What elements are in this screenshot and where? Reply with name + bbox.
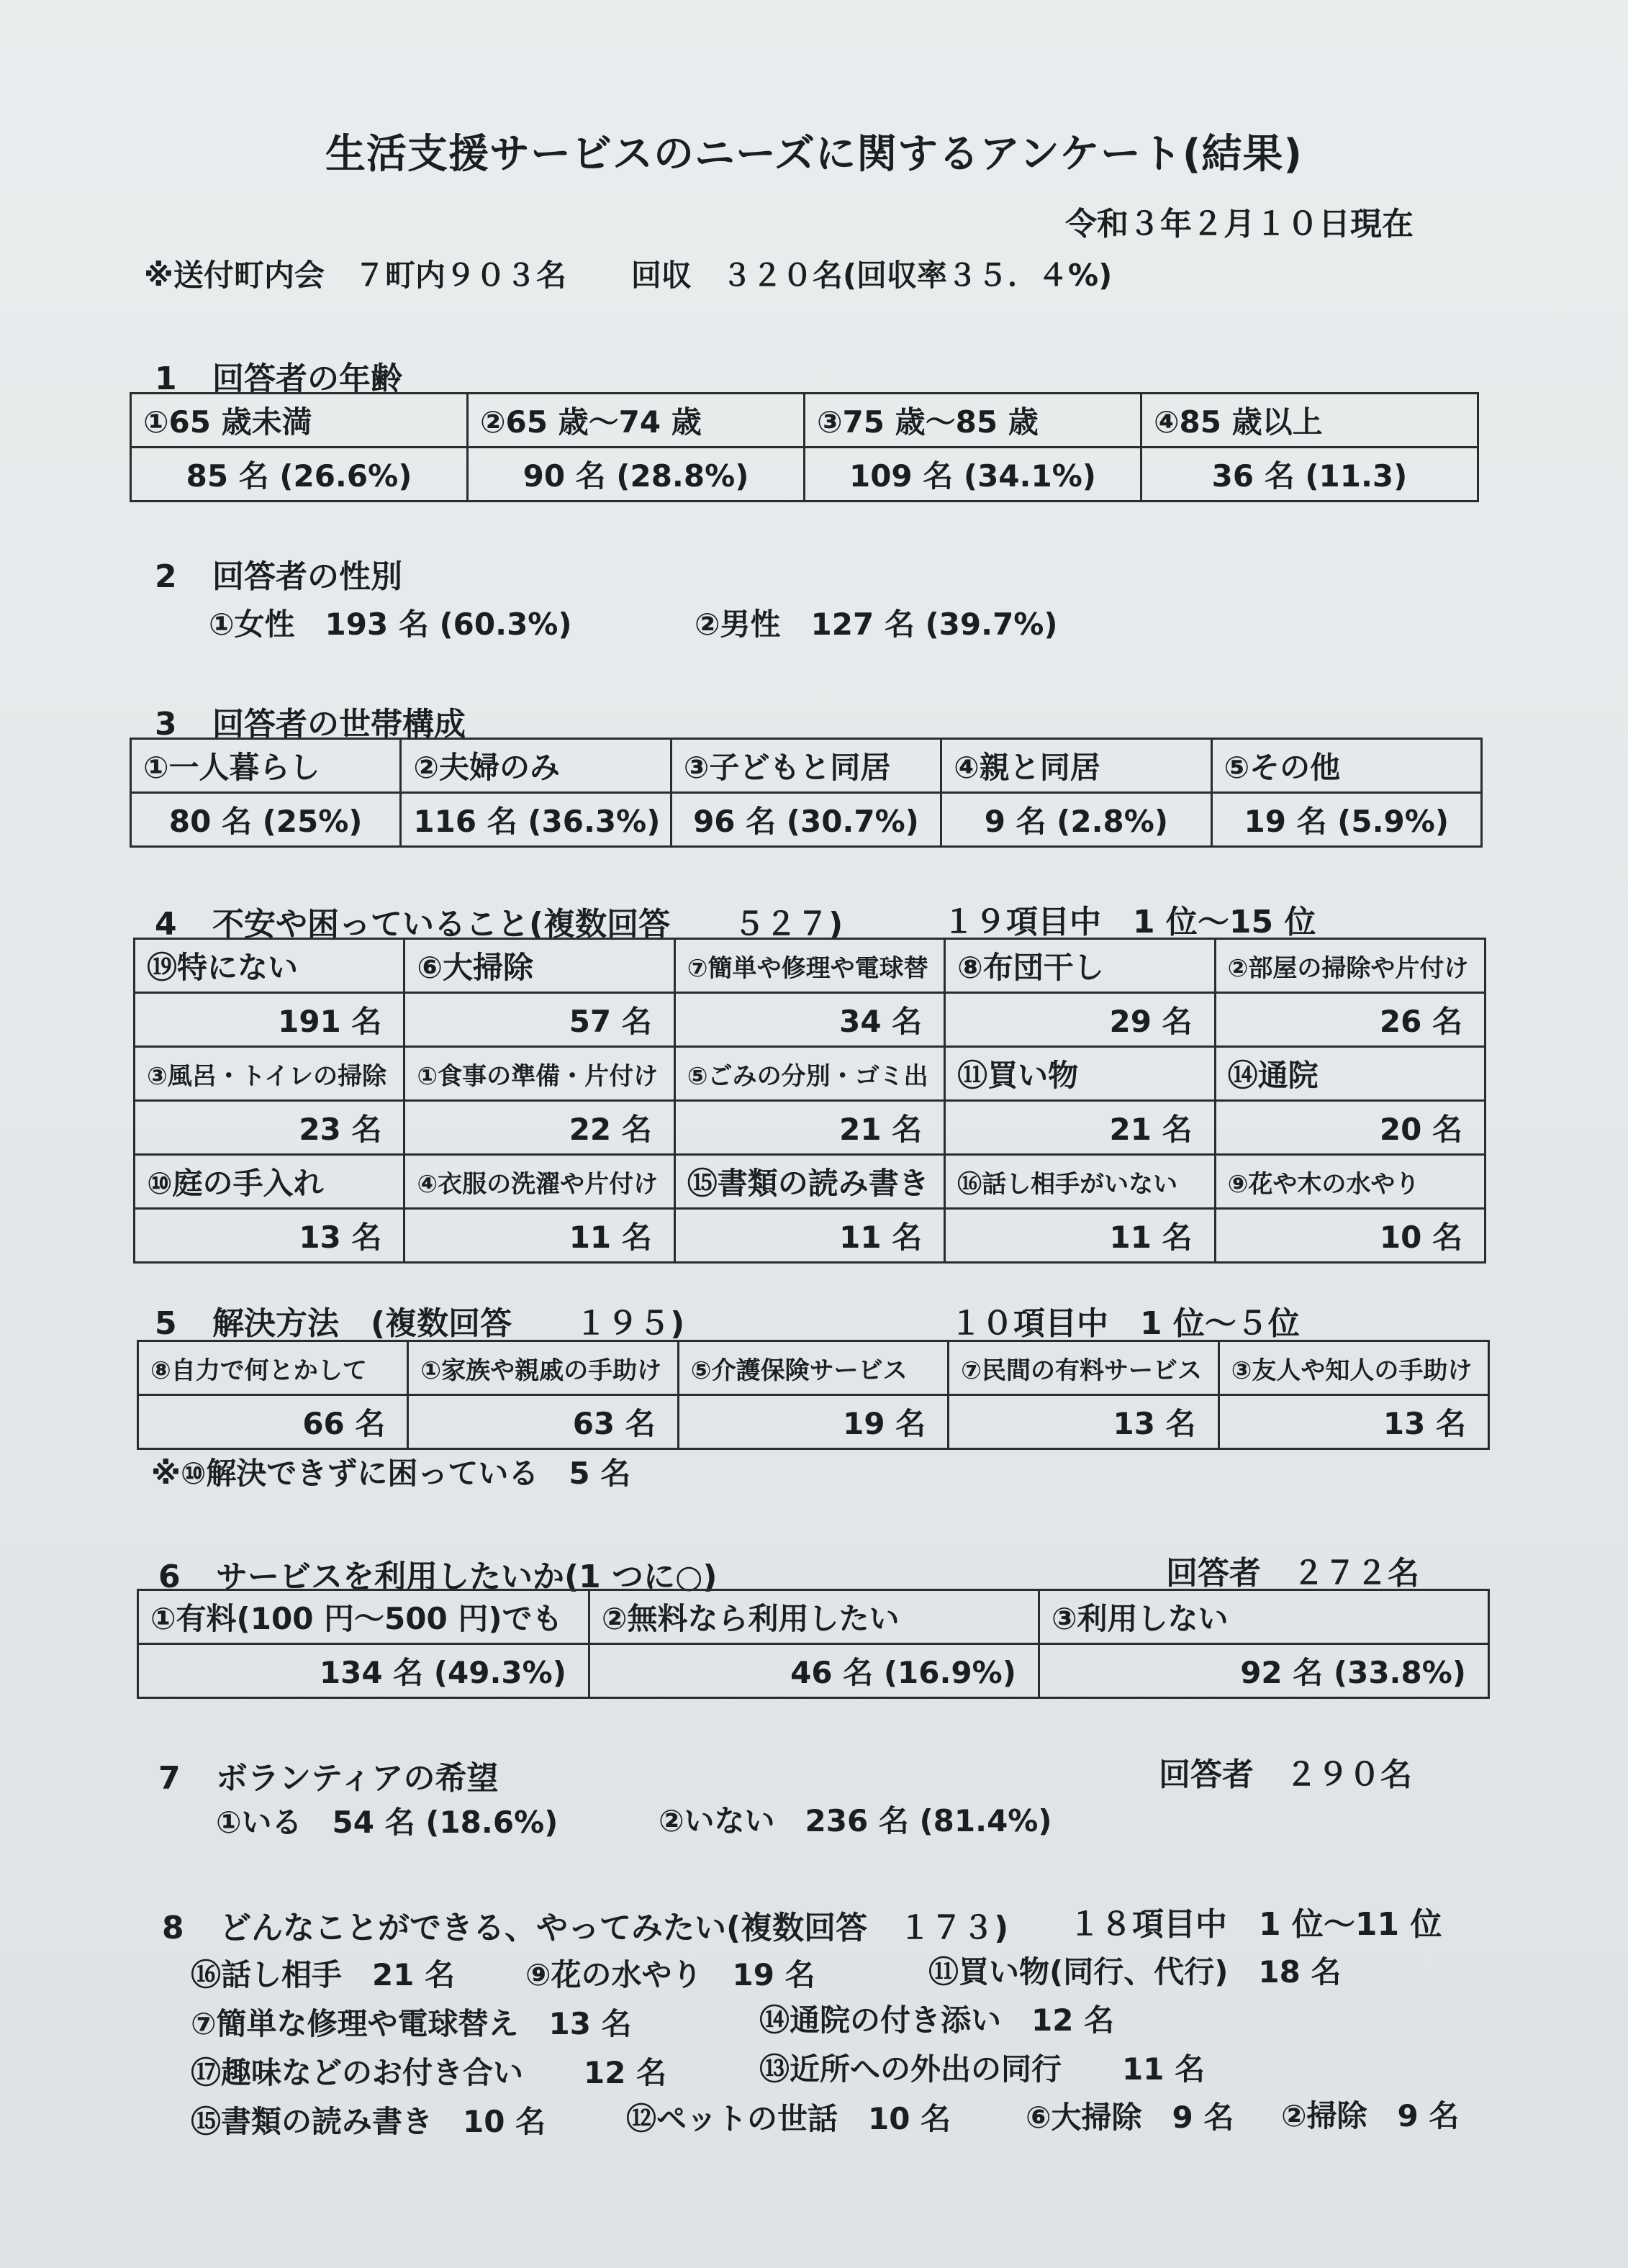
- solution-label: ⑧自力で何とかして: [138, 1341, 408, 1395]
- service-use-label: ②無料なら利用したい: [589, 1590, 1039, 1644]
- concern-value: 21 名: [945, 1101, 1215, 1155]
- service-use-value: 46 名 (16.9%): [589, 1644, 1039, 1698]
- concern-label: ⑥大掃除: [404, 939, 674, 993]
- gender-male: ②男性 127 名 (39.7%): [695, 607, 1058, 642]
- activity-item: ⑰趣味などのお付き合い 12 名: [191, 2055, 667, 2090]
- service-use-label: ①有料(100 円～500 円)でも: [138, 1590, 589, 1644]
- activity-item: ⑫ペットの世話 10 名: [626, 2101, 951, 2136]
- concern-value: 11 名: [674, 1209, 944, 1263]
- concern-value: 11 名: [945, 1209, 1215, 1263]
- solutions-table: [137, 1340, 1490, 1450]
- age-label: ②65 歳～74 歳: [468, 394, 805, 448]
- household-value: 80 名 (25%): [131, 793, 401, 847]
- concern-value: 23 名: [135, 1101, 404, 1155]
- activity-item: ⑮書類の読み書き 10 名: [191, 2104, 546, 2139]
- section-5-heading: 5 解決方法 (複数回答 １９５): [155, 1305, 685, 1342]
- section-6-respondents: 回答者 ２７２名: [1166, 1555, 1419, 1592]
- distribution-note: [144, 252, 1177, 295]
- section-4-rank: １９項目中 1 位～15 位: [943, 904, 1316, 940]
- section-2-heading: 2 回答者の性別: [155, 558, 402, 595]
- age-label: ④85 歳以上: [1141, 394, 1478, 448]
- concern-value: 13 名: [135, 1209, 404, 1263]
- section-5-note: ※⑩解決できずに困っている 5 名: [151, 1456, 631, 1491]
- activity-item: ⑬近所への外出の同行 11 名: [759, 2051, 1206, 2087]
- activity-item: ⑨花の水やり 19 名: [525, 1957, 815, 1992]
- concern-value: 21 名: [674, 1101, 944, 1155]
- volunteer-yes: ①いる 54 名 (18.6%): [216, 1805, 559, 1840]
- section-1-heading: 1 回答者の年齢: [155, 360, 402, 397]
- concern-value: 191 名: [135, 993, 404, 1047]
- concern-label: ⑲特にない: [135, 939, 404, 993]
- household-value: 9 名 (2.8%): [941, 793, 1211, 847]
- age-value: 109 名 (34.1%): [805, 448, 1141, 502]
- household-value: 96 名 (30.7%): [671, 793, 941, 847]
- concern-label: ③風呂・トイレの掃除: [135, 1047, 404, 1101]
- section-7-heading: 7 ボランティアの希望: [158, 1760, 499, 1797]
- service-use-table: [137, 1589, 1490, 1699]
- concern-value: 29 名: [945, 993, 1215, 1047]
- concern-label: ⑯話し相手がいない: [945, 1155, 1215, 1209]
- concern-value: 34 名: [674, 993, 944, 1047]
- section-5-rank: １０項目中 1 位～５位: [950, 1305, 1300, 1342]
- concerns-table: [133, 938, 1486, 1264]
- volunteer-no: ②いない 236 名 (81.4%): [659, 1803, 1052, 1838]
- section-7-respondents: 回答者 ２９０名: [1159, 1756, 1412, 1793]
- section-8-heading: 8 どんなことができる、やってみたい(複数回答 １７３): [162, 1910, 1009, 1946]
- sent-count: ※送付町内会 ７町内９０３名: [144, 258, 566, 293]
- concern-value: 11 名: [404, 1209, 674, 1263]
- collected-count: 回収 ３２０名(回収率３５．４%): [630, 258, 1113, 293]
- age-value: 36 名 (11.3): [1141, 448, 1478, 502]
- concern-label: ④衣服の洗濯や片付け: [404, 1155, 674, 1209]
- age-label: ③75 歳～85 歳: [805, 394, 1141, 448]
- concern-value: 20 名: [1215, 1101, 1485, 1155]
- service-use-value: 134 名 (49.3%): [138, 1644, 589, 1698]
- concern-value: 57 名: [404, 993, 674, 1047]
- concern-value: 22 名: [404, 1101, 674, 1155]
- solution-label: ③友人や知人の手助け: [1218, 1341, 1488, 1395]
- age-value: 90 名 (28.8%): [468, 448, 805, 502]
- service-use-value: 92 名 (33.8%): [1039, 1644, 1488, 1698]
- solution-value: 66 名: [138, 1395, 408, 1449]
- solution-label: ①家族や親戚の手助け: [408, 1341, 678, 1395]
- age-table: [130, 392, 1479, 502]
- household-label: ②夫婦のみ: [401, 739, 671, 793]
- concern-label: ②部屋の掃除や片付け: [1215, 939, 1485, 993]
- concern-label: ⑮書類の読み書き: [674, 1155, 944, 1209]
- concern-value: 26 名: [1215, 993, 1485, 1047]
- activity-item: ⑥大掃除 9 名: [1026, 2100, 1234, 2135]
- concern-label: ⑩庭の手入れ: [135, 1155, 404, 1209]
- concern-label: ⑧布団干し: [945, 939, 1215, 993]
- report-date: 令和３年２月１０日現在: [1065, 206, 1414, 242]
- concern-label: ⑤ごみの分別・ゴミ出: [674, 1047, 944, 1101]
- activity-item: ⑪買い物(同行、代行) 18 名: [928, 1954, 1342, 1990]
- activity-item: ⑯話し相手 21 名: [191, 1957, 456, 1992]
- solution-value: 19 名: [678, 1395, 948, 1449]
- activity-item: ⑭通院の付き添い 12 名: [759, 2002, 1115, 2038]
- section-8-rank: １８項目中 1 位～11 位: [1069, 1906, 1442, 1943]
- household-label: ①一人暮らし: [131, 739, 401, 793]
- concern-label: ⑪買い物: [945, 1047, 1215, 1101]
- concern-label: ⑨花や木の水やり: [1215, 1155, 1485, 1209]
- activity-item: ⑦簡単な修理や電球替え 13 名: [191, 2006, 632, 2041]
- section-6-heading: 6 サービスを利用したいか(1 つに○): [158, 1559, 718, 1595]
- section-3-heading: 3 回答者の世帯構成: [155, 706, 466, 743]
- document-title: 生活支援サービスのニーズに関するアンケート(結果): [325, 131, 1303, 178]
- solution-label: ⑤介護保険サービス: [678, 1341, 948, 1395]
- age-label: ①65 歳未満: [131, 394, 468, 448]
- gender-female: ①女性 193 名 (60.3%): [209, 607, 572, 642]
- solution-value: 63 名: [408, 1395, 678, 1449]
- household-value: 116 名 (36.3%): [401, 793, 671, 847]
- concern-label: ⑭通院: [1215, 1047, 1485, 1101]
- solution-value: 13 名: [949, 1395, 1218, 1449]
- solution-label: ⑦民間の有料サービス: [949, 1341, 1218, 1395]
- household-label: ③子どもと同居: [671, 739, 941, 793]
- household-table: [130, 738, 1483, 848]
- household-label: ④親と同居: [941, 739, 1211, 793]
- section-4-heading: 4 不安や困っていること(複数回答 ５２７): [155, 906, 844, 943]
- household-label: ⑤その他: [1211, 739, 1481, 793]
- concern-label: ①食事の準備・片付け: [404, 1047, 674, 1101]
- age-value: 85 名 (26.6%): [131, 448, 468, 502]
- concern-value: 10 名: [1215, 1209, 1485, 1263]
- solution-value: 13 名: [1218, 1395, 1488, 1449]
- activity-item: ②掃除 9 名: [1281, 2098, 1460, 2133]
- concern-label: ⑦簡単や修理や電球替: [674, 939, 944, 993]
- service-use-label: ③利用しない: [1039, 1590, 1488, 1644]
- household-value: 19 名 (5.9%): [1211, 793, 1481, 847]
